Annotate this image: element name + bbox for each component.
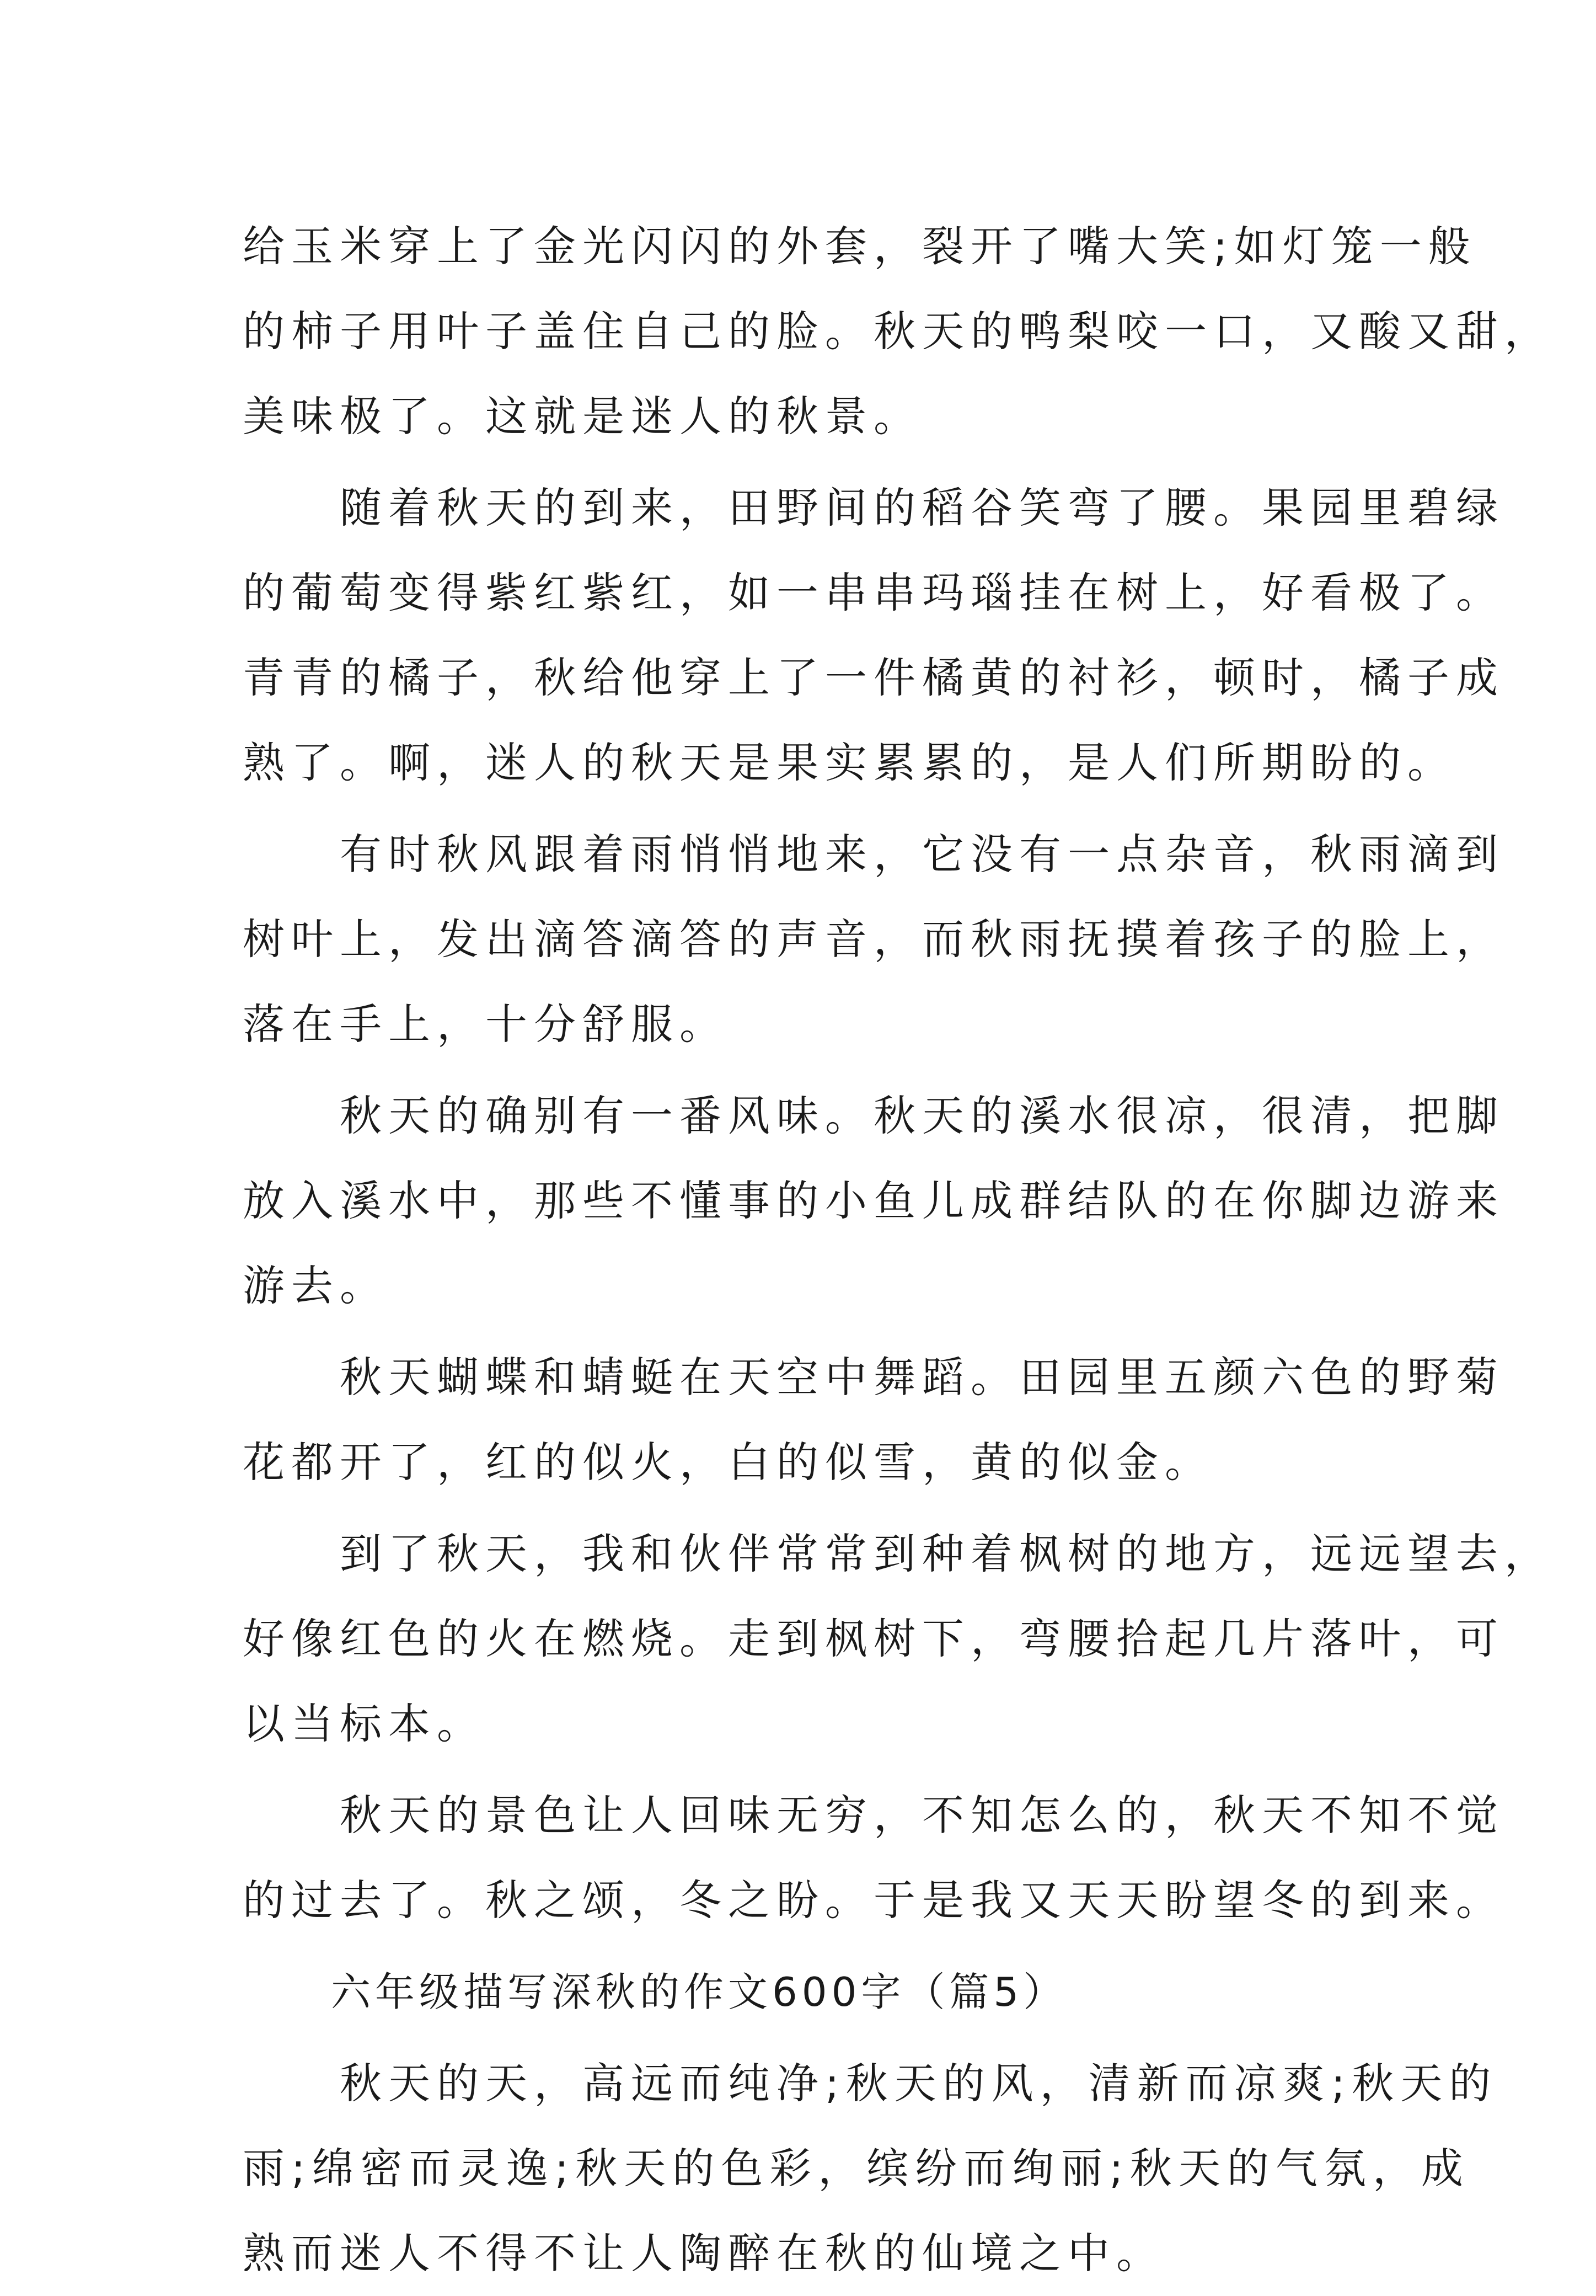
text-line: 熟了。啊，迷人的秋天是果实累累的，是人们所期盼的。: [243, 738, 1456, 787]
text-line: 给玉米穿上了金光闪闪的外套，裂开了嘴大笑;如灯笼一般: [243, 222, 1477, 271]
paragraph-6: [243, 1512, 1553, 1766]
paragraph-4: [243, 1074, 1504, 1328]
text-line: 放入溪水中，那些不懂事的小鱼儿成群结队的在你脚边游来: [243, 1176, 1504, 1225]
text-line: 雨;绵密而灵逸;秋天的色彩，缤纷而绚丽;秋天的气氛，成: [243, 2144, 1470, 2193]
text-line: 的柿子用叶子盖住自己的脸。秋天的鸭梨咬一口，又酸又甜，: [243, 307, 1553, 356]
paragraph-5: [243, 1335, 1504, 1505]
paragraph-3: [243, 812, 1504, 1067]
text-line: 到了秋天，我和伙伴常常到种着枫树的地方，远远望去，: [243, 1529, 1553, 1578]
text-line: 秋天蝴蝶和蜻蜓在天空中舞蹈。田园里五颜六色的野菊: [243, 1353, 1504, 1402]
text-line: 游去。: [243, 1261, 388, 1310]
text-line: 树叶上，发出滴答滴答的声音，而秋雨抚摸着孩子的脸上，: [243, 915, 1504, 964]
section-heading: [243, 1950, 1368, 2035]
text-line: 秋天的天，高远而纯净;秋天的风，清新而凉爽;秋天的: [243, 2059, 1498, 2108]
paragraph-1: [243, 204, 1553, 459]
text-line: 秋天的景色让人回味无穷，不知怎么的，秋天不知不觉: [243, 1791, 1504, 1840]
text-line: 熟而迷人不得不让人陶醉在秋的仙境之中。: [243, 2229, 1165, 2278]
text-line: 有时秋风跟着雨悄悄地来，它没有一点杂音，秋雨滴到: [243, 830, 1504, 879]
text-line: 青青的橘子，秋给他穿上了一件橘黄的衬衫，顿时，橘子成: [243, 653, 1504, 702]
paragraph-2: [243, 466, 1504, 805]
heading-text: 六年级描写深秋的作文600字（篇5）: [243, 1969, 1068, 2015]
text-line: 美味极了。这就是迷人的秋景。: [243, 392, 922, 441]
document-body: [243, 204, 1553, 2296]
text-line: 以当标本。: [243, 1699, 485, 1748]
text-line: 随着秋天的到来，田野间的稻谷笑弯了腰。果园里碧绿: [243, 483, 1504, 532]
text-line: 的葡萄变得紫红紫红，如一串串玛瑙挂在树上，好看极了。: [243, 568, 1504, 617]
text-line: 落在手上，十分舒服。: [243, 1000, 728, 1049]
text-line: 秋天的确别有一番风味。秋天的溪水很凉，很清，把脚: [243, 1091, 1504, 1140]
text-line: 好像红色的火在燃烧。走到枫树下，弯腰拾起几片落叶，可: [243, 1614, 1504, 1663]
text-line: 花都开了，红的似火，白的似雪，黄的似金。: [243, 1438, 1213, 1487]
text-line: 的过去了。秋之颂，冬之盼。于是我又天天盼望冬的到来。: [243, 1876, 1504, 1925]
paragraph-7: [243, 1773, 1504, 1943]
